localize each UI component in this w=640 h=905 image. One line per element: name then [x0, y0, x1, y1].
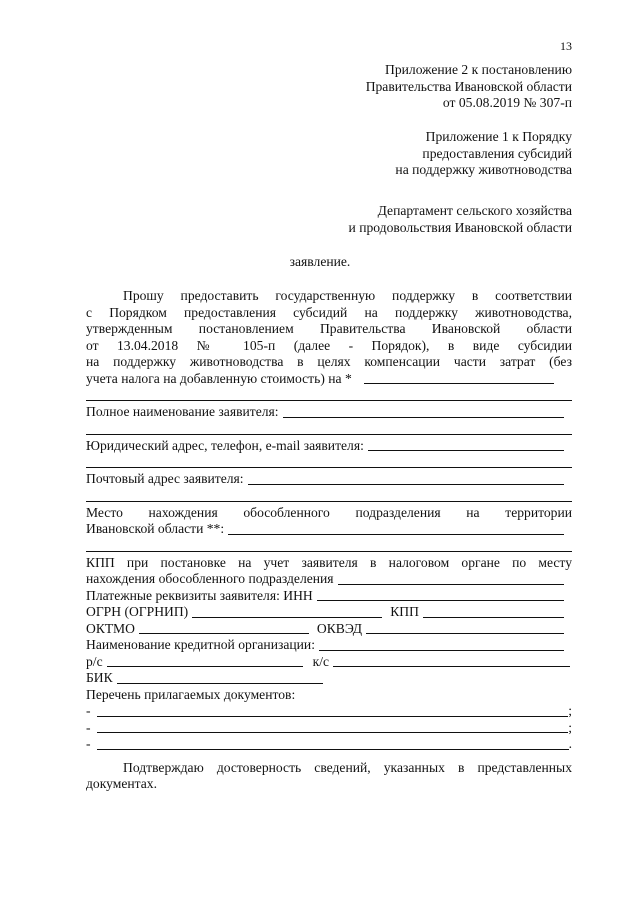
- bik-label: БИК: [86, 670, 113, 685]
- request-text-line: от 13.04.2018 № 105-п (далее - Порядок), в виде субсидии: [86, 337, 572, 353]
- list-dash: -: [86, 736, 91, 751]
- appendix-2-line: Правительства Ивановской области: [365, 78, 572, 94]
- blank-line[interactable]: [86, 467, 572, 468]
- postal-address-label: Почтовый адрес заявителя:: [86, 471, 244, 486]
- documents-row: [86, 687, 572, 704]
- kpp-location-field[interactable]: [338, 584, 564, 585]
- document-list-item: [86, 720, 572, 737]
- legal-address-row: [86, 438, 572, 455]
- full-name-label: Полное наименование заявителя:: [86, 404, 279, 419]
- list-dash: -: [86, 719, 91, 735]
- oktmo-field[interactable]: [139, 633, 309, 634]
- department-header: [349, 203, 572, 236]
- bik-field[interactable]: [117, 683, 323, 684]
- blank-line[interactable]: [86, 501, 572, 502]
- full-name-field[interactable]: [283, 417, 564, 418]
- blank-line[interactable]: [86, 400, 572, 401]
- document-list-item: [86, 703, 572, 720]
- postal-address-field[interactable]: [248, 484, 564, 485]
- kpp-location-label: КПП при постановке на учет заявителя в налоговом органе по месту: [86, 554, 572, 570]
- oktmo-okved-row: [86, 621, 572, 638]
- blank-line[interactable]: [86, 434, 572, 435]
- full-name-row: [86, 404, 572, 421]
- location-label: Место нахождения обособленного подразделения на территории: [86, 504, 572, 520]
- bank-name-field[interactable]: [319, 650, 564, 651]
- appendix-1-line: предоставления субсидий: [422, 145, 572, 161]
- kpp-field[interactable]: [423, 617, 564, 618]
- legal-address-label: Юридический адрес, телефон, e-mail заявителя:: [86, 437, 364, 453]
- confirm-text-line: Подтверждаю достоверность сведений, указанных в представленных: [123, 759, 572, 775]
- inn-field[interactable]: [317, 600, 564, 601]
- request-amount-label: учета налога на добавленную стоимость) на *: [86, 370, 352, 386]
- location-row: [86, 521, 572, 538]
- request-text-line: на поддержку животноводства в целях компенсации части затрат (без: [86, 354, 572, 369]
- appendix-1-line: на поддержку животноводства: [395, 162, 572, 177]
- legal-address-field[interactable]: [368, 450, 564, 451]
- accounts-row: [86, 654, 572, 671]
- list-dash: -: [86, 703, 91, 718]
- document-title: заявление.: [289, 254, 351, 269]
- request-text-line: с Порядком предоставления субсидий на поддержку животноводства,: [86, 304, 572, 320]
- application-body: [86, 288, 572, 793]
- okved-field[interactable]: [366, 633, 564, 634]
- location-field[interactable]: [228, 534, 564, 535]
- page-number: 13: [560, 39, 572, 53]
- document-field[interactable]: [97, 732, 569, 733]
- document-field[interactable]: [97, 749, 569, 750]
- ogrn-kpp-row: [86, 604, 572, 621]
- list-end: ;: [568, 703, 572, 718]
- location-label-cont: Ивановской области **:: [86, 521, 225, 536]
- appendix-2-header: [366, 62, 572, 112]
- documents-label: Перечень прилагаемых документов:: [86, 686, 296, 702]
- bank-name-label: Наименование кредитной организации:: [86, 637, 315, 652]
- bank-name-row: [86, 637, 572, 654]
- account-label: р/с: [86, 653, 103, 669]
- appendix-2-line: Приложение 2 к постановлению: [385, 62, 572, 77]
- corr-account-label: к/с: [312, 653, 330, 669]
- payment-details-label: Платежные реквизиты заявителя: ИНН: [86, 587, 313, 603]
- kpp-label: КПП: [390, 604, 419, 619]
- ogrn-label: ОГРН (ОГРНИП): [86, 604, 189, 619]
- bik-row: [86, 670, 572, 687]
- blank-line[interactable]: [86, 551, 572, 552]
- request-text-line: Прошу предоставить государственную поддержку в соответствии: [123, 288, 572, 303]
- document-field[interactable]: [97, 716, 569, 717]
- appendix-1-line: Приложение 1 к Порядку: [425, 129, 572, 144]
- request-text-line: утвержденным постановлением Правительства Ивановской области: [86, 321, 572, 336]
- inn-row: [86, 588, 572, 605]
- appendix-1-header: [395, 129, 572, 179]
- list-end: ;: [568, 719, 572, 735]
- postal-address-row: [86, 471, 572, 488]
- kpp-location-row: [86, 571, 572, 588]
- ogrn-field[interactable]: [192, 617, 382, 618]
- kpp-location-label-cont: нахождения обособленного подразделения: [86, 571, 334, 586]
- department-line: Департамент сельского хозяйства: [377, 203, 572, 218]
- document-list-item: [86, 736, 572, 753]
- list-end: .: [568, 736, 572, 751]
- account-field[interactable]: [107, 666, 303, 667]
- corr-account-field[interactable]: [333, 666, 570, 667]
- amount-field[interactable]: [364, 383, 554, 384]
- confirm-text-line: документах.: [86, 776, 157, 791]
- okved-label: ОКВЭД: [316, 620, 362, 636]
- appendix-2-line: от 05.08.2019 № 307-п: [442, 95, 572, 110]
- request-amount-row: [86, 371, 572, 388]
- department-line: и продовольствия Ивановской области: [348, 219, 572, 235]
- oktmo-label: ОКТМО: [86, 620, 135, 636]
